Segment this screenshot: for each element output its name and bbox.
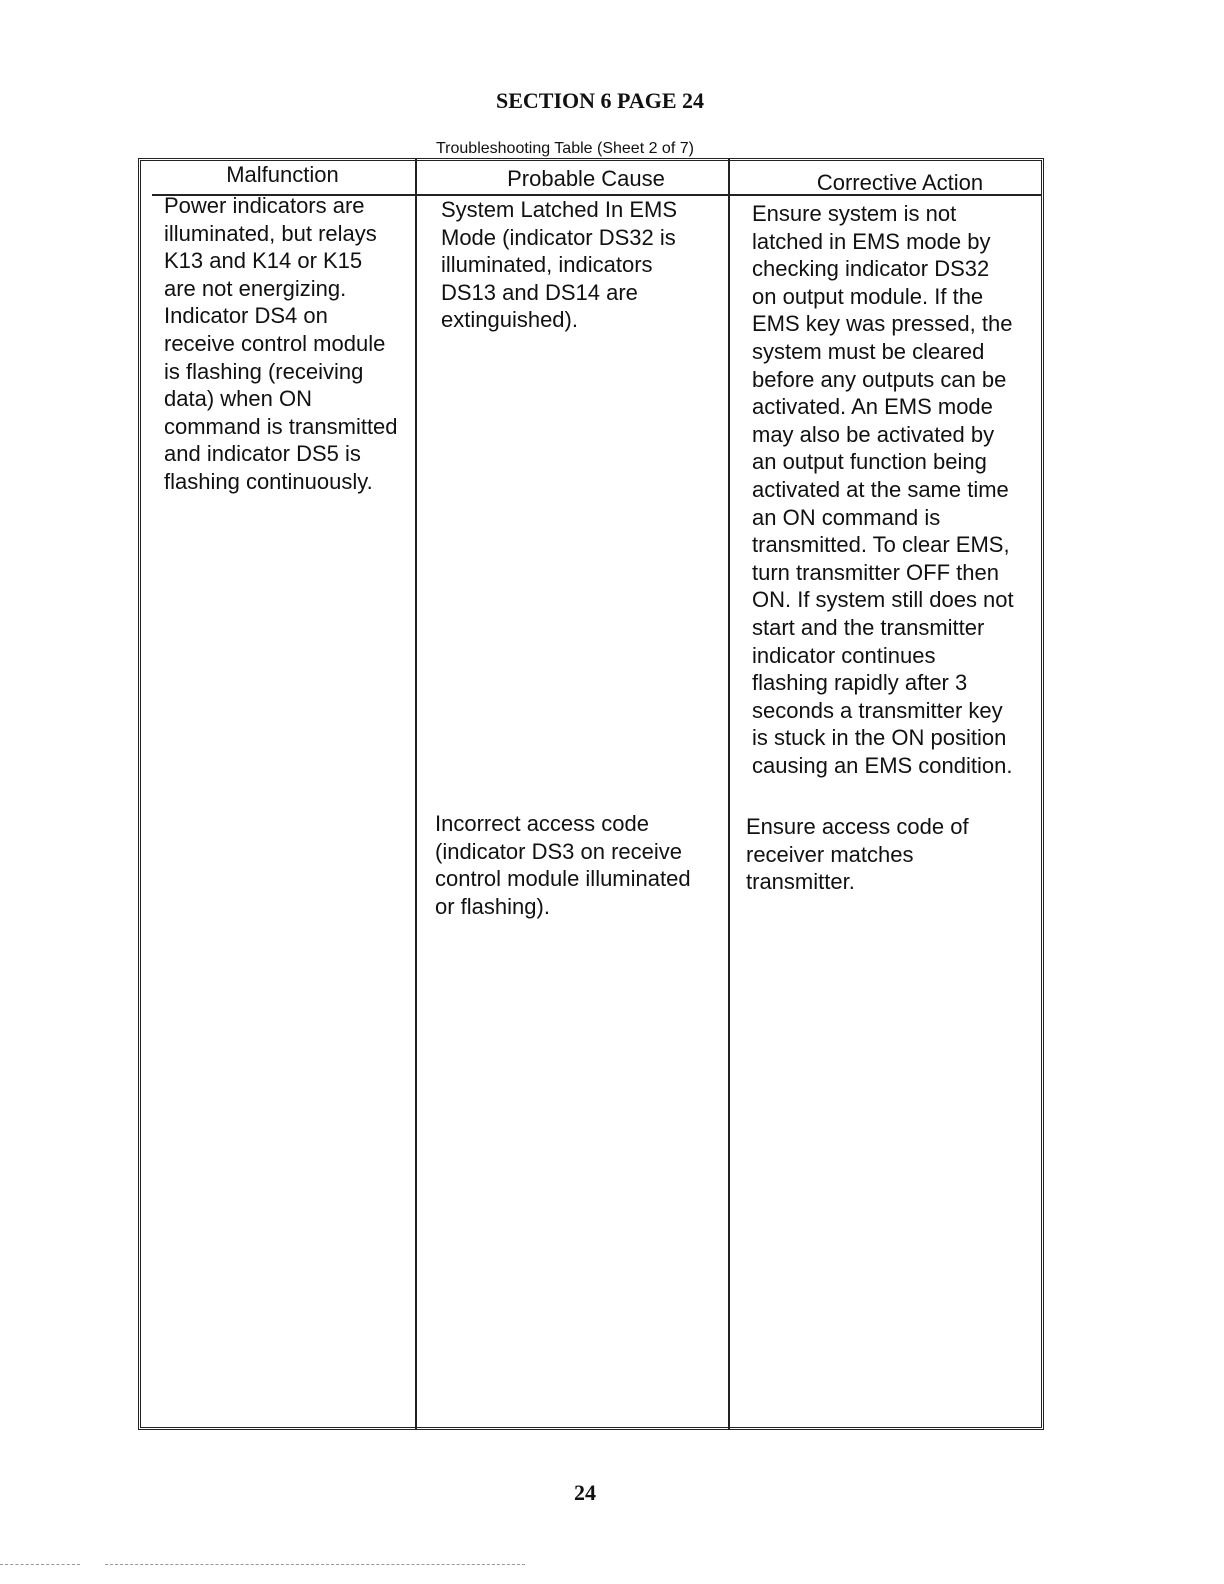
probable-cause-cell: Incorrect access code (indicator DS3 on receive control module illuminated or flashing). bbox=[435, 811, 691, 919]
corrective-action-cell: Ensure system is not latched in EMS mode by checking indicator DS32 on output module. If the EMS key was pressed, the system must be cleared before any outputs can be activated. An EMS mode may also be activated by an output function being activated at the same time an ON command is transmitted. To clear EMS, turn transmitter OFF then ON. If system still does not start and the transmitter indicator continues flashing rapidly after 3 seconds a transmitter key is stuck in the ON position causing an EMS condition. bbox=[752, 201, 1014, 778]
scan-artifact bbox=[105, 1564, 525, 1565]
corrective-action-cell: Ensure access code of receiver matches transmitter. bbox=[746, 814, 969, 895]
malfunction-cell: Power indicators are illuminated, but relays K13 and K14 or K15 are not energizing. Indicator DS4 on receive control module is flashing (receiving data) when ON command is transmitted and indicator DS5 is flashing continuously. bbox=[164, 193, 398, 494]
header-corrective-action: Corrective Action bbox=[816, 170, 984, 195]
header-malfunction: Malfunction bbox=[226, 162, 339, 187]
probable-cause-cell: System Latched In EMS Mode (indicator DS32 is illuminated, indicators DS13 and DS14 are extinguished). bbox=[441, 197, 677, 333]
header-probable-cause: Probable Cause bbox=[507, 166, 665, 191]
scan-artifact bbox=[0, 1564, 80, 1565]
column-divider bbox=[728, 158, 730, 1430]
table-caption: Troubleshooting Table (Sheet 2 of 7) bbox=[436, 140, 694, 157]
page-number: 24 bbox=[574, 1480, 596, 1505]
section-heading: SECTION 6 PAGE 24 bbox=[495, 88, 704, 113]
column-divider bbox=[415, 158, 417, 1430]
